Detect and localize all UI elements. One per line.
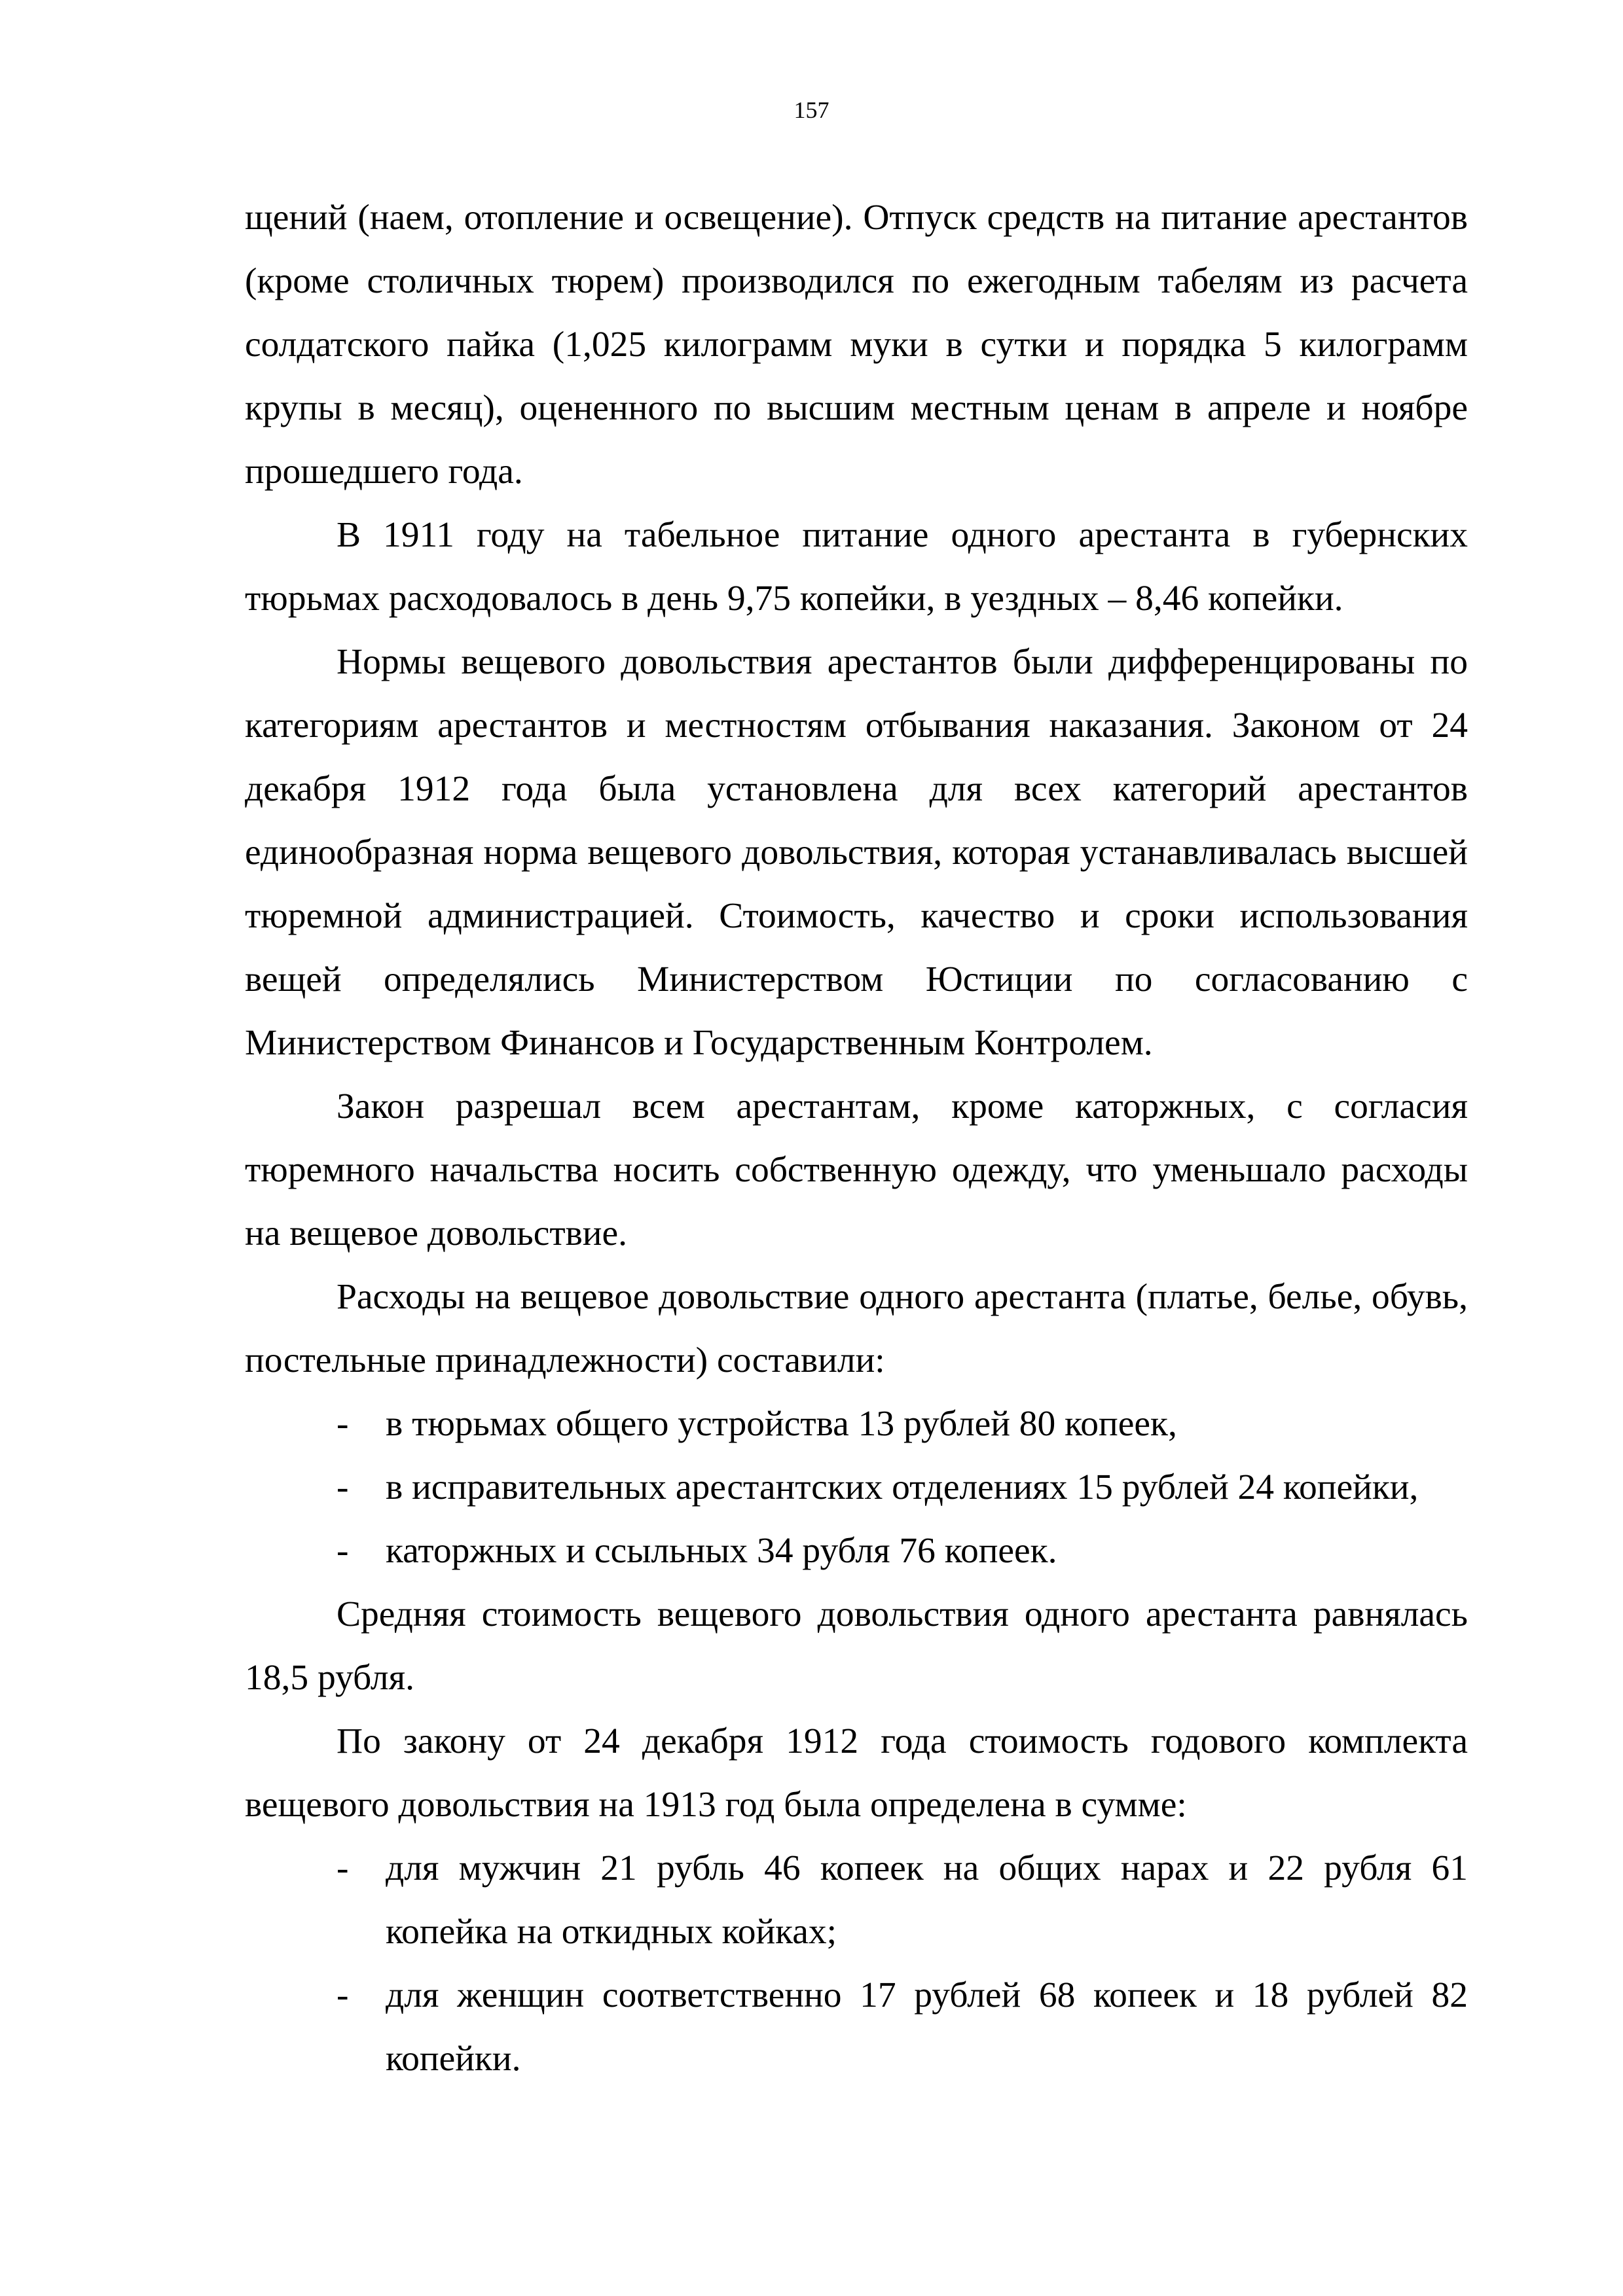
paragraph-1: щений (наем, отопление и освещение). Отпуск средств на питание арестантов (кроме столичных тюрем) производился по ежегодным табелям из расчета солдатского пайка (1,025 килограмм муки в сутки и порядка 5 килограмм крупы в месяц), оцененного по высшим местным ценам в апреле и ноябре прошедшего года. [245,198,1468,492]
list-item-text: в тюрьмах общего устройства 13 рублей 80 копеек, [386,1404,1177,1444]
list-dash: - [337,1975,349,2015]
list-dash: - [337,1848,349,1888]
paragraph-4: Закон разрешал всем арестантам, кроме каторжных, с согласия тюремного начальства носить собственную одежду, что уменьшало расходы на вещевое довольствие. [245,1086,1468,1253]
list-dash: - [337,1467,349,1507]
expense-list [245,1392,1468,1583]
paragraph-2: В 1911 году на табельное питание одного арестанта в губернских тюрьмах расходовалось в день 9,75 копейки, в уездных – 8,46 копейки. [245,515,1468,619]
list-item [245,1837,1468,1964]
list-dash: - [337,1404,349,1444]
paragraph-3: Нормы вещевого довольствия арестантов были дифференцированы по категориям арестантов и местностям отбывания наказания. Законом от 24 декабря 1912 года была установлена для всех категорий арестантов единообразная норма вещевого довольствия, которая устанавливалась высшей тюремной администрацией. Стоимость, качество и сроки использования вещей определялись Министерством Юстиции по согласованию с Министерством Финансов и Государственным Контролем. [245,642,1468,1063]
list-dash: - [337,1531,349,1571]
list-item-text: каторжных и ссыльных 34 рубля 76 копеек. [386,1531,1057,1571]
paragraph-5: Расходы на вещевое довольствие одного арестанта (платье, белье, обувь, постельные принадлежности) составили: [245,1277,1468,1380]
paragraph-7: По закону от 24 декабря 1912 года стоимость годового комплекта вещевого довольствия на 1913 год была определена в сумме: [245,1721,1468,1825]
paragraph-6: Средняя стоимость вещевого довольствия одного арестанта равнялась 18,5 рубля. [245,1594,1468,1698]
document-body [245,186,1468,2090]
list-item-text: для мужчин 21 рубль 46 копеек на общих нарах и 22 рубля 61 копейка на откидных койках; [386,1848,1468,1952]
list-item [245,1456,1468,1519]
cost-list [245,1837,1468,2090]
list-item-text: в исправительных арестантских отделениях 15 рублей 24 копейки, [386,1467,1419,1507]
list-item [245,1964,1468,2090]
list-item-text: для женщин соответственно 17 рублей 68 копеек и 18 рублей 82 копейки. [386,1975,1468,2079]
list-item [245,1392,1468,1456]
list-item [245,1519,1468,1583]
page-number: 157 [793,97,830,123]
